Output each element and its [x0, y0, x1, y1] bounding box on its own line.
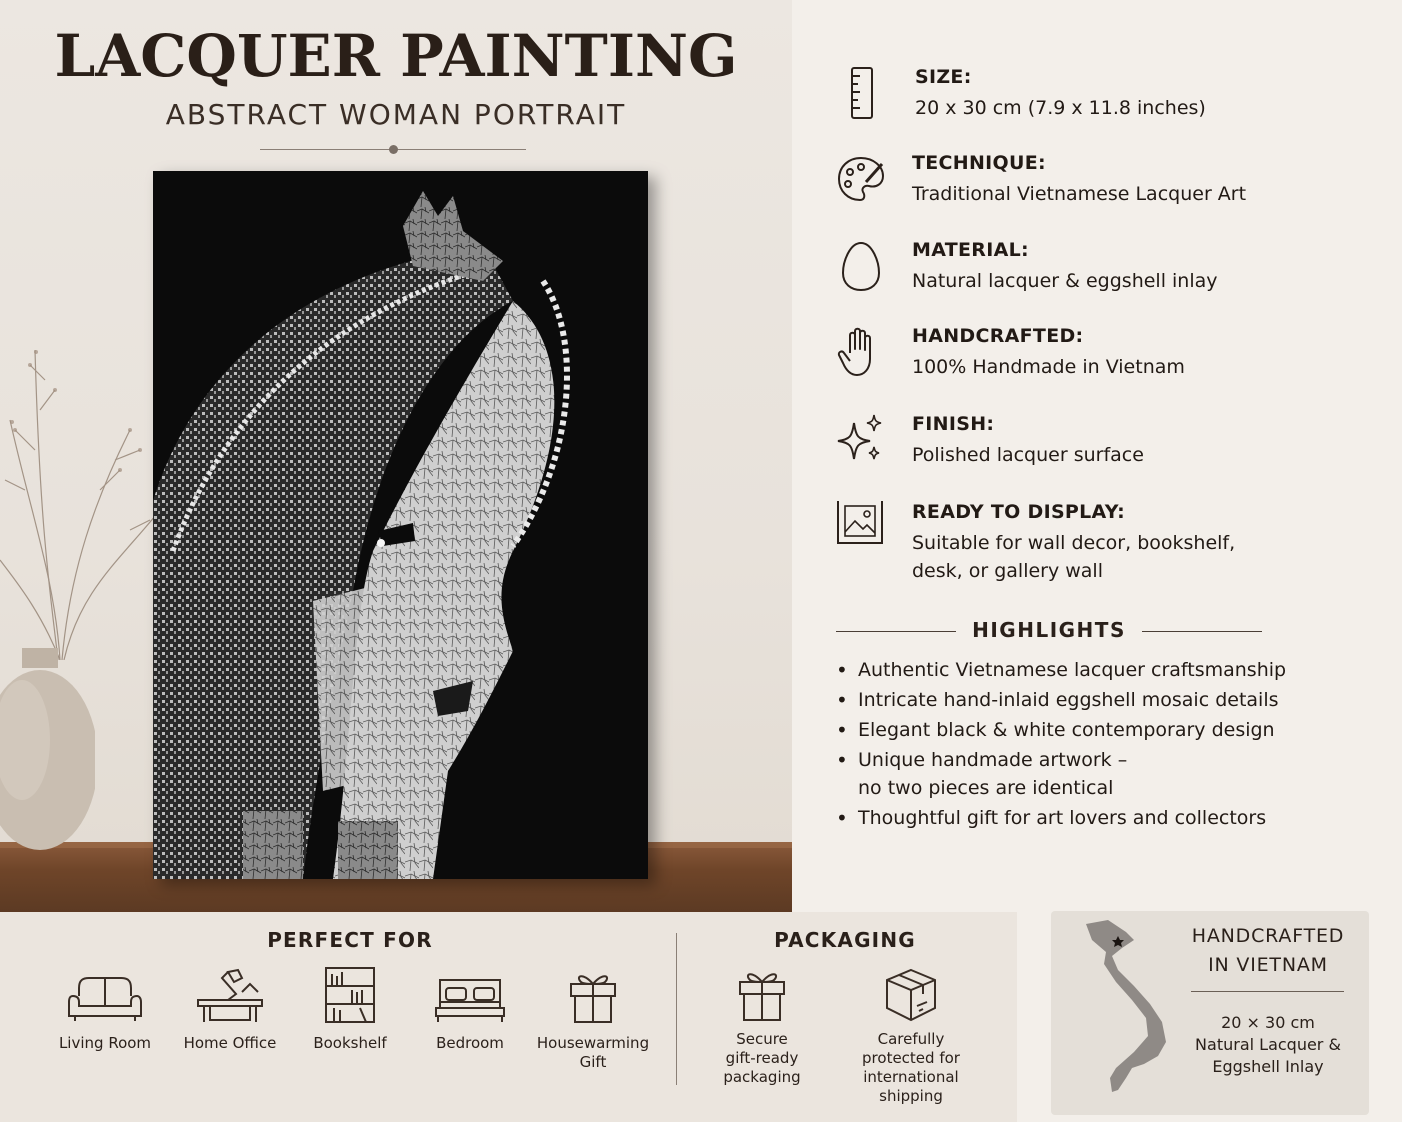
- origin-details: 20 × 30 cm Natural Lacquer & Eggshell Inlay: [1195, 1013, 1341, 1076]
- origin-title: HANDCRAFTED IN VIETNAM: [1191, 925, 1345, 976]
- spec-finish-label: FINISH:: [912, 413, 995, 435]
- spec-technique-label: TECHNIQUE:: [912, 152, 1046, 174]
- bed-icon: [430, 966, 510, 1026]
- gift-box-icon: [722, 966, 802, 1026]
- sparkle-icon: [836, 413, 886, 467]
- page-subtitle: ABSTRACT WOMAN PORTRAIT: [165, 98, 627, 131]
- framed-picture-icon: [836, 501, 886, 555]
- highlights-list: [836, 656, 1296, 834]
- highlight-item: • Unique handmade artwork – no two pieces are identical: [836, 746, 1296, 802]
- spec-technique: [836, 152, 1356, 212]
- highlight-item: • Elegant black & white contemporary design: [836, 716, 1296, 744]
- dried-twigs-icon: [0, 330, 170, 660]
- spec-size-label: SIZE:: [915, 66, 972, 88]
- product-photo: [0, 0, 792, 912]
- sofa-icon: [65, 966, 145, 1026]
- spec-handcrafted-value: 100% Handmade in Vietnam: [912, 356, 1185, 378]
- spec-handcrafted-label: HANDCRAFTED:: [912, 325, 1084, 347]
- packaging-label: Carefully protected for international shipping: [862, 1030, 960, 1105]
- highlight-item: • Thoughtful gift for art lovers and collectors: [836, 804, 1296, 832]
- use-home-office: [170, 966, 290, 1053]
- highlights-title: HIGHLIGHTS: [972, 618, 1126, 642]
- use-label: Housewarming Gift: [536, 1034, 650, 1071]
- packaging-gift-ready: [702, 966, 822, 1087]
- section-divider: [676, 933, 677, 1085]
- spec-display-label: READY TO DISPLAY:: [912, 501, 1126, 523]
- page-title: LACQUER PAINTING: [54, 22, 738, 90]
- gift-icon: [553, 966, 633, 1026]
- vietnam-map-icon: [1078, 918, 1178, 1096]
- spec-display-value: Suitable for wall decor, bookshelf, desk, or gallery wall: [912, 532, 1236, 582]
- packaging-title: PACKAGING: [774, 928, 916, 952]
- spec-material-label: MATERIAL:: [912, 239, 1029, 261]
- spec-size: [836, 66, 1356, 126]
- spec-material-value: Natural lacquer & eggshell inlay: [912, 270, 1218, 292]
- origin-divider: [1191, 991, 1344, 992]
- ruler-icon: [836, 66, 886, 120]
- packaging-label: Secure gift-ready packaging: [723, 1030, 801, 1086]
- use-label: Bedroom: [436, 1034, 504, 1052]
- packaging-protected-shipping: [851, 966, 971, 1106]
- woman-portrait-icon: [153, 171, 648, 879]
- highlights-rule-left: [836, 631, 956, 632]
- hand-icon: [836, 325, 886, 379]
- use-living-room: [45, 966, 165, 1053]
- use-bookshelf: [290, 966, 410, 1053]
- ceramic-vase-icon: [0, 640, 95, 850]
- palette-icon: [836, 152, 886, 206]
- use-label: Bookshelf: [313, 1034, 387, 1052]
- bookshelf-icon: [310, 966, 390, 1026]
- spec-material: [836, 239, 1356, 299]
- spec-finish: [836, 413, 1356, 473]
- use-housewarming-gift: [532, 966, 654, 1072]
- highlights-rule-right: [1142, 631, 1262, 632]
- title-divider-dot: [389, 145, 398, 154]
- use-label: Living Room: [58, 1034, 152, 1052]
- highlight-item: • Authentic Vietnamese lacquer craftsmanship: [836, 656, 1296, 684]
- highlight-item: • Intricate hand-inlaid eggshell mosaic details: [836, 686, 1296, 714]
- use-bedroom: [410, 966, 530, 1053]
- egg-icon: [836, 239, 886, 293]
- spec-finish-value: Polished lacquer surface: [912, 444, 1144, 466]
- spec-size-value: 20 x 30 cm (7.9 x 11.8 inches): [915, 97, 1206, 119]
- spec-handcrafted: [836, 325, 1356, 385]
- spec-technique-value: Traditional Vietnamese Lacquer Art: [912, 183, 1247, 205]
- spec-display: [836, 501, 1356, 591]
- use-label: Home Office: [183, 1034, 277, 1052]
- shipping-box-icon: [871, 966, 951, 1026]
- lacquer-painting: [153, 171, 648, 879]
- desk-lamp-icon: [190, 966, 270, 1026]
- perfect-for-title: PERFECT FOR: [267, 928, 433, 952]
